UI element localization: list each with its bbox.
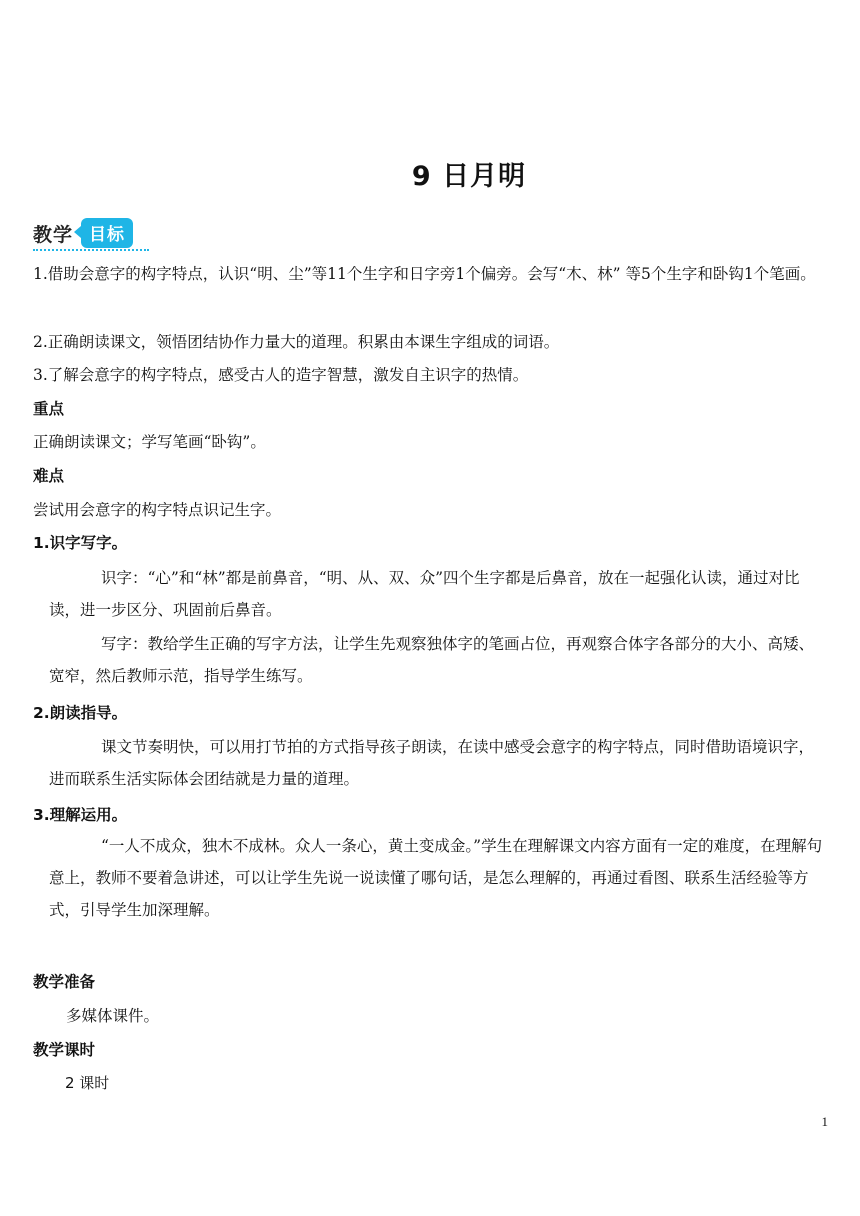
banner-tag: 目标 — [81, 218, 133, 248]
teaching-goals-banner — [33, 216, 133, 250]
goal-item-2: 2.正确朗读课文，领悟团结协作力量大的道理。积累由本课生字组成的词语。 — [33, 333, 560, 351]
page-title: 9 日月明 — [411, 161, 527, 192]
section-1-paragraph-1: 识字：“心”和“林”都是前鼻音，“明、从、双、众”四个生字都是后鼻音，放在一起强化认读，通过对比读，进一步区分、巩固前后鼻音。 — [49, 569, 800, 619]
difficulty-heading: 难点 — [33, 467, 65, 485]
periods-heading: 教学课时 — [33, 1041, 96, 1059]
section-1-paragraph-2: 写字：教给学生正确的写字方法，让学生先观察独体字的笔画占位，再观察合体字各部分的大小、高矮、宽窄，然后教师示范，指导学生练写。 — [49, 635, 815, 685]
periods-text: 2 课时 — [65, 1074, 110, 1092]
section-heading-3: 3.理解运用。 — [33, 806, 128, 824]
section-heading-2: 2.朗读指导。 — [33, 704, 128, 722]
preparation-heading: 教学准备 — [33, 973, 96, 991]
banner-prefix: 教学 — [33, 223, 74, 246]
banner-divider — [33, 249, 149, 251]
section-2-paragraph-1: 课文节奏明快，可以用打节拍的方式指导孩子朗读，在读中感受会意字的构字特点，同时借助语境识字，进而联系生活实际体会团结就是力量的道理。 — [49, 738, 815, 788]
goal-item-1: 1.借助会意字的构字特点，认识“明、尘”等11个生字和日字旁1个偏旁。会写“木、林” 等5个生字和卧钩1个笔画。 — [33, 265, 816, 283]
goal-item-3: 3.了解会意字的构字特点，感受古人的造字智慧，激发自主识字的热情。 — [33, 366, 529, 384]
section-3-paragraph-1: “一人不成众，独木不成林。众人一条心，黄土变成金。”学生在理解课文内容方面有一定的难度，在理解句意上，教师不要着急讲述，可以让学生先说一说读懂了哪句话，是怎么理解的，再通过看图、联系生活经验等方式，引导学生加深理解。 — [49, 837, 823, 919]
key-point-text: 正确朗读课文；学写笔画“卧钩”。 — [33, 433, 266, 451]
preparation-text: 多媒体课件。 — [66, 1007, 160, 1025]
page-number: 1 — [821, 1114, 828, 1129]
section-heading-1: 1.识字写字。 — [33, 534, 128, 552]
key-point-heading: 重点 — [33, 400, 65, 418]
difficulty-text: 尝试用会意字的构字特点识记生字。 — [33, 501, 282, 519]
